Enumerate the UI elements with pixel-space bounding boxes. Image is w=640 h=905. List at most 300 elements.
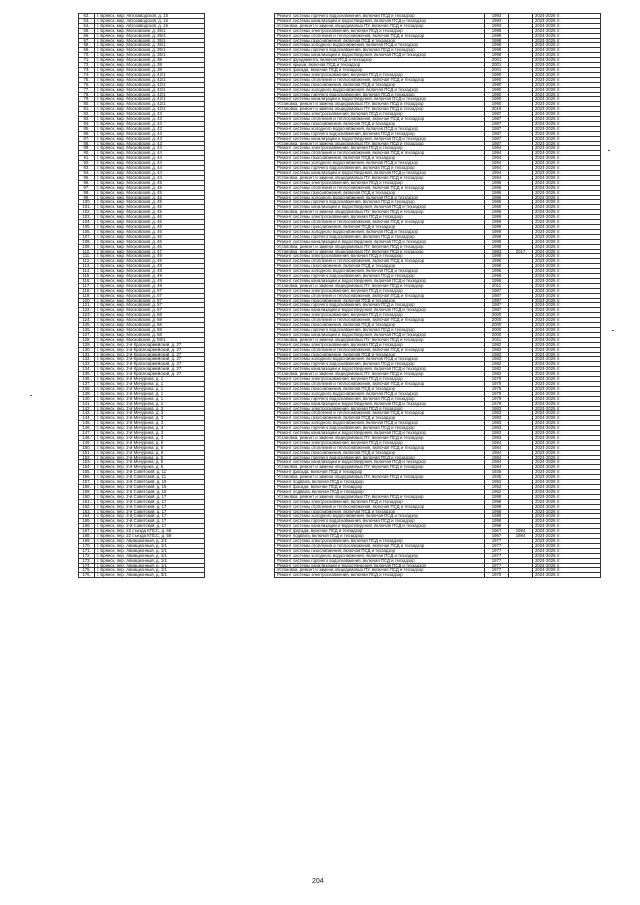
address-cell: г. Брянск, пер. 2-й Красноармейский, д. 27 — [95, 357, 205, 362]
work-type-cell: Ремонт системы отопления и теплоснабжения, включая ПСД и техзадзор — [275, 504, 485, 509]
row-number: 98. — [79, 190, 95, 195]
address-cell: г. Брянск, пер. 2-й Мичурина, д. 3 — [95, 435, 205, 440]
address-cell: г. Брянск, пер. 2-й Мичурина, д. 5 — [95, 465, 205, 470]
work-type-cell: Ремонт системы газоснабжения, включая ПСД и техзадзор — [275, 121, 485, 126]
year-built-cell: 1987 — [485, 121, 509, 126]
address-cell: г. Брянск, мкр. Московский, д. 46 — [95, 244, 205, 249]
address-cell: г. Брянск, пер. 2-й Красноармейский, д. 27 — [95, 367, 205, 372]
address-cell: г. Брянск, мкр. Московский, д. 58 — [95, 328, 205, 333]
work-type-cell: Ремонт системы электроснабжения, включая ПСД и техзадзор — [275, 146, 485, 151]
row-number: 135. — [79, 372, 95, 377]
work-type-cell: Ремонт системы горячего водоснабжения, включая ПСД и техзадзор — [275, 14, 485, 19]
address-cell: г. Брянск, мкр. Московский, д. 57 — [95, 298, 205, 303]
planned-period-cell: 2024-2026 гг. — [533, 553, 601, 558]
planned-period-cell: 2024-2026 гг. — [533, 107, 601, 112]
row-number: 100. — [79, 200, 95, 205]
planned-period-cell: 2024-2026 гг. — [533, 283, 601, 288]
work-type-cell: Ремонт системы горячего водоснабжения, включая ПСД и техзадзор — [275, 303, 485, 308]
work-type-cell: Ремонт фасада, включая ПСД и техзадзор — [275, 529, 485, 534]
work-type-cell: Ремонт системы канализации и водоотведения, включая ПСД и техзадзор — [275, 136, 485, 141]
work-type-cell: Ремонт системы отопления и теплоснабжения, включая ПСД и техзадзор — [275, 411, 485, 416]
row-number: 76. — [79, 82, 95, 87]
address-cell: г. Брянск, пер. 2-й Советский, д. 11 — [95, 470, 205, 475]
year-built-cell: 1976 — [485, 573, 509, 578]
year-built-cell: 1993 — [485, 14, 509, 19]
year-built-cell: 1998 — [485, 33, 509, 38]
address-cell: г. Брянск, мкр. Московский, д. 42/1 — [95, 107, 205, 112]
row-number: 137. — [79, 381, 95, 386]
row-number: 133. — [79, 362, 95, 367]
row-number: 170. — [79, 543, 95, 548]
work-type-cell: Ремонт системы электроснабжения, включая ПСД и техзадзор — [275, 288, 485, 293]
work-type-cell: Ремонт системы канализации и водоотведения, включая ПСД и техзадзор — [275, 53, 485, 58]
address-cell: г. Брянск, мкр. Автозаводской, д. 15 — [95, 14, 205, 19]
address-cell: г. Брянск, пер. 2-й Мичурина, д. 3 — [95, 411, 205, 416]
address-cell: г. Брянск, мкр. Московский, д. 42/1 — [95, 97, 205, 102]
work-type-cell: Ремонт системы холодного водоснабжения, включая ПСД и техзадзор — [275, 43, 485, 48]
year-built-cell: 1977 — [485, 563, 509, 568]
planned-period-cell: 2024-2026 гг. — [533, 200, 601, 205]
address-cell: г. Брянск, пер. Авиационный, д. 1/1 — [95, 538, 205, 543]
planned-period-cell: 2024-2026 гг. — [533, 180, 601, 185]
address-cell: г. Брянск, мкр. Московский, д. 44 — [95, 161, 205, 166]
planned-period-cell: 2024-2026 гг. — [533, 28, 601, 33]
row-number: 78. — [79, 92, 95, 97]
row-number: 156. — [79, 475, 95, 480]
address-cell: г. Брянск, пер. 2-й Мичурина, д. 1 — [95, 377, 205, 382]
row-number: 112. — [79, 259, 95, 264]
address-cell: г. Брянск, мкр. Московский, д. 46 — [95, 239, 205, 244]
row-number: 123. — [79, 313, 95, 318]
year-built-cell: 1987 — [485, 131, 509, 136]
row-number: 174. — [79, 563, 95, 568]
work-type-cell: Ремонт системы горячего водоснабжения, включая ПСД и техзадзор — [275, 396, 485, 401]
work-type-cell: Установка, ремонт и замена общедомовых ПУ, включая ПСД и техзадзор — [275, 244, 485, 249]
row-number: 105. — [79, 224, 95, 229]
address-cell: г. Брянск, мкр. Московский, д. 45 — [95, 185, 205, 190]
row-number: 75. — [79, 77, 95, 82]
row-number: 77. — [79, 87, 95, 92]
work-type-cell: Установка, ремонт и замена общедомовых ПУ, включая ПСД и техзадзор — [275, 568, 485, 573]
planned-period-cell: 2024-2026 гг. — [533, 529, 601, 534]
address-cell: г. Брянск, пер. 2-й Мичурина, д. 1 — [95, 396, 205, 401]
work-type-cell: Ремонт системы холодного водоснабжения, включая ПСД и техзадзор — [275, 421, 485, 426]
year-built-cell: 1996 — [485, 264, 509, 269]
address-cell: г. Брянск, мкр. Московский, д. 49 — [95, 254, 205, 259]
row-number: 71. — [79, 58, 95, 63]
year-built-cell: 1998 — [485, 519, 509, 524]
planned-period-cell: 2024-2026 гг. — [533, 58, 601, 63]
planned-period-cell: 2024-2026 гг. — [533, 538, 601, 543]
work-type-cell: Ремонт системы канализации и водоотведения, включая ПСД и техзадзор — [275, 205, 485, 210]
work-type-cell: Ремонт системы отопления и теплоснабжения, включая ПСД и техзадзор — [275, 543, 485, 548]
planned-period-cell: 2024-2026 гг. — [533, 53, 601, 58]
year-built-cell: 1987 — [485, 126, 509, 131]
row-number: 99. — [79, 195, 95, 200]
row-number: 154. — [79, 465, 95, 470]
row-number: 90. — [79, 151, 95, 156]
address-cell: г. Брянск, мкр. Московский, д. 35/1 — [95, 43, 205, 48]
row-number: 124. — [79, 318, 95, 323]
table-row — [79, 529, 601, 534]
row-number: 152. — [79, 455, 95, 460]
work-type-cell: Ремонт системы горячего водоснабжения, включая ПСД и техзадзор — [275, 274, 485, 279]
row-number: 138. — [79, 386, 95, 391]
row-number: 128. — [79, 337, 95, 342]
address-cell: г. Брянск, мкр. Московский, д. 44 — [95, 146, 205, 151]
address-cell: г. Брянск, пер. 2-й Мичурина, д. 3 — [95, 416, 205, 421]
year-built-cell: 1987 — [485, 303, 509, 308]
year-renovated-cell — [509, 573, 533, 578]
planned-period-cell: 2024-2026 гг. — [533, 131, 601, 136]
work-type-cell: Ремонт фасада, включая ПСД и техзадзор — [275, 470, 485, 475]
year-built-cell: 1990 — [485, 72, 509, 77]
address-cell: г. Брянск, мкр. Московский, д. 43 — [95, 141, 205, 146]
work-type-cell: Ремонт системы отопления и теплоснабжения, включая ПСД и техзадзор — [275, 77, 485, 82]
address-cell: г. Брянск, пер. Авиационный, д. 1/1 — [95, 543, 205, 548]
planned-period-cell: 2024-2026 гг. — [533, 548, 601, 553]
planned-period-cell: 2024-2026 гг. — [533, 401, 601, 406]
work-type-cell: Ремонт системы канализации и водоотведения, включая ПСД и техзадзор — [275, 308, 485, 313]
address-cell: г. Брянск, мкр. Московский, д. 46 — [95, 215, 205, 220]
year-built-cell: 1999 — [485, 234, 509, 239]
address-cell: г. Брянск, мкр. Московский, д. 42/1 — [95, 87, 205, 92]
row-number: 147. — [79, 431, 95, 436]
year-built-cell: 1986 — [485, 210, 509, 215]
work-type-cell: Ремонт системы канализации и водоотведения, включая ПСД и техзадзор — [275, 171, 485, 176]
planned-period-cell: 2024-2026 гг. — [533, 171, 601, 176]
year-built-cell: 1990 — [485, 82, 509, 87]
planned-period-cell: 2024-2026 гг. — [533, 357, 601, 362]
year-built-cell: 1987 — [485, 117, 509, 122]
year-built-cell: 1986 — [485, 180, 509, 185]
year-built-cell: 1986 — [485, 205, 509, 210]
work-type-cell: Ремонт системы канализации и водоотведения, включая ПСД и техзадзор — [275, 563, 485, 568]
year-built-cell: 1977 — [485, 553, 509, 558]
year-built-cell: 1998 — [485, 53, 509, 58]
planned-period-cell: 2024-2026 гг. — [533, 136, 601, 141]
address-cell: г. Брянск, пер. 2-й Советский, д. 17 — [95, 509, 205, 514]
planned-period-cell: 2024-2026 гг. — [533, 254, 601, 259]
planned-period-cell: 2024-2026 гг. — [533, 38, 601, 43]
address-cell: г. Брянск, пер. 2-й Мичурина, д. 5 — [95, 455, 205, 460]
row-number: 140. — [79, 396, 95, 401]
planned-period-cell: 2024-2026 гг. — [533, 195, 601, 200]
row-number: 142. — [79, 406, 95, 411]
row-number: 150. — [79, 445, 95, 450]
planned-period-cell: 2024-2026 гг. — [533, 391, 601, 396]
planned-period-cell: 2024-2026 гг. — [533, 534, 601, 539]
work-type-cell: Ремонт системы канализации и водоотведения, включая ПСД и техзадзор — [275, 97, 485, 102]
year-built-cell: 1979 — [485, 401, 509, 406]
row-number: 175. — [79, 568, 95, 573]
address-cell: г. Брянск, мкр. Московский, д. 38 — [95, 58, 205, 63]
address-cell: г. Брянск, пер. 2-й Красноармейский, д. 27 — [95, 342, 205, 347]
scan-speck — [608, 150, 610, 151]
work-type-cell: Ремонт системы электроснабжения, включая ПСД и техзадзор — [275, 180, 485, 185]
work-type-cell: Ремонт системы газоснабжения, включая ПСД и техзадзор — [275, 450, 485, 455]
row-number: 163. — [79, 509, 95, 514]
row-number: 101. — [79, 205, 95, 210]
planned-period-cell: 2024-2026 гг. — [533, 117, 601, 122]
work-type-cell: Ремонт системы отопления и теплоснабжения, включая ПСД и техзадзор — [275, 220, 485, 225]
year-built-cell: 1983 — [485, 411, 509, 416]
work-type-cell: Ремонт системы электроснабжения, включая ПСД и техзадзор — [275, 377, 485, 382]
planned-period-cell: 2024-2026 гг. — [533, 77, 601, 82]
address-cell: г. Брянск, пер. Авиационный, д. 1/1 — [95, 553, 205, 558]
address-cell: г. Брянск, мкр. Московский, д. 42/1 — [95, 77, 205, 82]
year-built-cell: 1977 — [485, 558, 509, 563]
address-cell: г. Брянск, пер. 2-й Советский, д. 11 — [95, 475, 205, 480]
work-type-cell: Ремонт системы горячего водоснабжения, включая ПСД и техзадзор — [275, 234, 485, 239]
year-built-cell: 2001 — [485, 58, 509, 63]
work-type-cell: Ремонт системы электроснабжения, включая ПСД и техзадзор — [275, 215, 485, 220]
row-number: 131. — [79, 352, 95, 357]
row-number: 118. — [79, 288, 95, 293]
planned-period-cell: 2024-2026 гг. — [533, 377, 601, 382]
planned-period-cell: 2024-2026 гг. — [533, 332, 601, 337]
year-built-cell: 1952 — [485, 489, 509, 494]
year-built-cell: 1994 — [485, 175, 509, 180]
address-cell: г. Брянск, пер. 2-й Мичурина, д. 5 — [95, 445, 205, 450]
address-cell: г. Брянск, пер. 2-й Красноармейский, д. 27 — [95, 347, 205, 352]
row-number: 167. — [79, 529, 95, 534]
planned-period-cell: 2024-2026 гг. — [533, 558, 601, 563]
work-type-cell: Ремонт системы горячего водоснабжения, включая ПСД и техзадзор — [275, 519, 485, 524]
planned-period-cell: 2024-2026 гг. — [533, 352, 601, 357]
work-type-cell: Установка, ремонт и замена общедомовых ПУ, включая ПСД и техзадзор — [275, 210, 485, 215]
row-number: 83. — [79, 117, 95, 122]
year-built-cell: 1987 — [485, 298, 509, 303]
year-built-cell: 1982 — [485, 367, 509, 372]
work-type-cell: Ремонт подвала, включая ПСД и техзадзор — [275, 489, 485, 494]
year-built-cell: 1999 — [485, 220, 509, 225]
year-built-cell: 2001 — [485, 67, 509, 72]
address-cell: г. Брянск, мкр. Московский, д. 45 — [95, 190, 205, 195]
planned-period-cell: 2024-2026 гг. — [533, 87, 601, 92]
work-type-cell: Ремонт системы канализации и водоотведения, включая ПСД и техзадзор — [275, 278, 485, 283]
planned-period-cell: 2024-2026 гг. — [533, 416, 601, 421]
planned-period-cell: 2024-2026 гг. — [533, 406, 601, 411]
row-number: 120. — [79, 298, 95, 303]
table-row — [79, 573, 601, 578]
work-type-cell: Установка, ремонт и замена общедомовых ПУ, включая ПСД и техзадзор — [275, 465, 485, 470]
row-number: 110. — [79, 249, 95, 254]
row-number: 113. — [79, 264, 95, 269]
planned-period-cell: 2024-2026 гг. — [533, 347, 601, 352]
planned-period-cell: 2024-2026 гг. — [533, 440, 601, 445]
row-number: 65. — [79, 28, 95, 33]
work-type-cell: Ремонт системы газоснабжения, включая ПСД и техзадзор — [275, 156, 485, 161]
work-type-cell: Ремонт системы горячего водоснабжения, включая ПСД и техзадзор — [275, 92, 485, 97]
address-cell: г. Брянск, мкр. Московский, д. 49 — [95, 259, 205, 264]
address-cell: г. Брянск, пер. 2-й Красноармейский, д. 27 — [95, 352, 205, 357]
address-cell: г. Брянск, мкр. Московский, д. 58 — [95, 318, 205, 323]
row-number: 84. — [79, 121, 95, 126]
row-number: 166. — [79, 524, 95, 529]
row-number: 82. — [79, 112, 95, 117]
row-number: 145. — [79, 421, 95, 426]
work-type-cell: Ремонт системы холодного водоснабжения, включая ПСД и техзадзор — [275, 391, 485, 396]
planned-period-cell: 2024-2026 гг. — [533, 244, 601, 249]
year-renovated-cell: 1984 — [509, 529, 533, 534]
row-number: 89. — [79, 146, 95, 151]
work-type-cell: Ремонт системы отопления и теплоснабжения, включая ПСД и техзадзор — [275, 259, 485, 264]
work-type-cell: Установка, ремонт и замена общедомовых ПУ, включая ПСД и техзадзор — [275, 435, 485, 440]
work-type-cell: Ремонт системы газоснабжения, включая ПСД и техзадзор — [275, 352, 485, 357]
year-built-cell: 1999 — [485, 244, 509, 249]
year-built-cell: 1996 — [485, 254, 509, 259]
year-built-cell: 1984 — [485, 460, 509, 465]
work-type-cell: Ремонт системы отопления и теплоснабжения, включая ПСД и техзадзор — [275, 293, 485, 298]
work-type-cell: Ремонт системы канализации и водоотведения, включая ПСД и техзадзор — [275, 401, 485, 406]
address-cell: г. Брянск, мкр. Московский, д. 35/1 — [95, 38, 205, 43]
row-number: 92. — [79, 161, 95, 166]
planned-period-cell: 2024-2026 гг. — [533, 445, 601, 450]
address-cell: г. Брянск, пер. 2-й Советский, д. 17 — [95, 504, 205, 509]
year-built-cell: 2001 — [485, 63, 509, 68]
row-number: 96. — [79, 180, 95, 185]
address-cell: г. Брянск, мкр. Московский, д. 43 — [95, 131, 205, 136]
planned-period-cell: 2024-2026 гг. — [533, 269, 601, 274]
year-built-cell: 1982 — [485, 352, 509, 357]
address-cell: г. Брянск, мкр. Московский, д. 57 — [95, 293, 205, 298]
row-number: 144. — [79, 416, 95, 421]
year-built-cell: 1983 — [485, 416, 509, 421]
work-type-cell: Ремонт системы электроснабжения, включая ПСД и техзадзор — [275, 440, 485, 445]
planned-period-cell: 2024-2026 гг. — [533, 249, 601, 254]
row-number: 134. — [79, 367, 95, 372]
row-number: 102. — [79, 210, 95, 215]
row-number: 173. — [79, 558, 95, 563]
work-type-cell: Ремонт системы газоснабжения, включая ПСД и техзадзор — [275, 224, 485, 229]
year-built-cell: 1998 — [485, 28, 509, 33]
address-cell: г. Брянск, пер. 2-й Мичурина, д. 1 — [95, 381, 205, 386]
year-built-cell: 1990 — [485, 97, 509, 102]
work-type-cell: Ремонт системы электроснабжения, включая ПСД и техзадзор — [275, 28, 485, 33]
planned-period-cell: 2024-2026 гг. — [533, 568, 601, 573]
year-built-cell: 1999 — [485, 224, 509, 229]
address-cell: г. Брянск, мкр. Московский, д. 38 — [95, 63, 205, 68]
year-built-cell: 1982 — [485, 347, 509, 352]
planned-period-cell: 2024-2026 гг. — [533, 126, 601, 131]
planned-period-cell: 2024-2026 гг. — [533, 161, 601, 166]
year-built-cell: 1983 — [485, 406, 509, 411]
row-number: 164. — [79, 514, 95, 519]
planned-period-cell: 2024-2026 гг. — [533, 23, 601, 28]
planned-period-cell: 2024-2026 гг. — [533, 82, 601, 87]
table-row — [79, 249, 601, 254]
address-cell: г. Брянск, мкр. Московский, д. 47 — [95, 249, 205, 254]
work-type-cell: Ремонт системы холодного водоснабжения, включая ПСД и техзадзор — [275, 269, 485, 274]
work-type-cell: Ремонт системы газоснабжения, включая ПСД и техзадзор — [275, 386, 485, 391]
year-built-cell: 2011 — [485, 337, 509, 342]
year-built-cell: 1986 — [485, 200, 509, 205]
address-cell: г. Брянск, мкр. Московский, д. 46 — [95, 220, 205, 225]
year-built-cell: 1967 — [485, 534, 509, 539]
year-built-cell: 2000 — [485, 323, 509, 328]
year-built-cell: 1993 — [485, 18, 509, 23]
planned-period-cell: 2024-2026 гг. — [533, 92, 601, 97]
row-number: 81. — [79, 107, 95, 112]
work-type-cell: Установка, ремонт и замена общедомовых ПУ, включая ПСД и техзадзор — [275, 337, 485, 342]
work-type-cell: Ремонт фундамента, включая ПСД и техзадзор — [275, 58, 485, 63]
year-built-cell: 1998 — [485, 494, 509, 499]
address-cell: г. Брянск, мкр. Московский, д. 42/1 — [95, 72, 205, 77]
planned-period-cell: 2024-2026 гг. — [533, 121, 601, 126]
address-cell: г. Брянск, пер. 2-й Советский, д. 17 — [95, 494, 205, 499]
row-number: 176. — [79, 573, 95, 578]
year-built-cell: 1994 — [485, 166, 509, 171]
work-type-cell: Установка, ремонт и замена общедомовых ПУ, включая ПСД и техзадзор — [275, 102, 485, 107]
year-built-cell: 2000 — [485, 328, 509, 333]
row-number: 157. — [79, 480, 95, 485]
work-type-cell: Ремонт системы холодного водоснабжения, включая ПСД и техзадзор — [275, 195, 485, 200]
address-cell: г. Брянск, мкр. Московский, д. 58 — [95, 332, 205, 337]
row-number: 72. — [79, 63, 95, 68]
planned-period-cell: 2024-2026 гг. — [533, 229, 601, 234]
row-number: 114. — [79, 269, 95, 274]
work-type-cell: Ремонт крыши, включая ПСД и техзадзор — [275, 63, 485, 68]
year-built-cell: 1998 — [485, 504, 509, 509]
planned-period-cell: 2024-2026 гг. — [533, 146, 601, 151]
work-type-cell: Ремонт системы канализации и водоотведения, включая ПСД и техзадзор — [275, 332, 485, 337]
year-built-cell: 2000 — [485, 313, 509, 318]
planned-period-cell: 2024-2026 гг. — [533, 543, 601, 548]
row-number: 62. — [79, 14, 95, 19]
planned-period-cell: 2024-2026 гг. — [533, 480, 601, 485]
work-type-cell: Ремонт системы канализации и водоотведения, включая ПСД и техзадзор — [275, 18, 485, 23]
address-cell: г. Брянск, мкр. Московский, д. 44 — [95, 166, 205, 171]
row-number: 119. — [79, 293, 95, 298]
planned-period-cell: 2024-2026 гг. — [533, 509, 601, 514]
year-built-cell: 1990 — [485, 92, 509, 97]
work-type-cell: Ремонт системы холодного водоснабжения, включая ПСД и техзадзор — [275, 357, 485, 362]
year-built-cell: 1990 — [485, 87, 509, 92]
year-built-cell: 1998 — [485, 38, 509, 43]
planned-period-cell: 2024-2026 гг. — [533, 259, 601, 264]
row-number: 158. — [79, 485, 95, 490]
address-cell: г. Брянск, мкр. Московский, д. 44 — [95, 156, 205, 161]
row-number: 94. — [79, 171, 95, 176]
planned-period-cell: 2024-2026 гг. — [533, 190, 601, 195]
address-cell: г. Брянск, пер. 2-й Советский, д. 15 — [95, 485, 205, 490]
address-cell: г. Брянск, пер. Авиационный, д. 1/1 — [95, 558, 205, 563]
address-cell: г. Брянск, пер. 22 съезда КПСС, д. 58 — [95, 534, 205, 539]
year-built-cell: 1999 — [485, 215, 509, 220]
address-cell: г. Брянск, мкр. Московский, д. 45 — [95, 180, 205, 185]
address-cell: г. Брянск, мкр. Московский, д. 42/1 — [95, 82, 205, 87]
work-type-cell: Установка, ремонт и замена общедомовых ПУ, включая ПСД и техзадзор — [275, 249, 485, 254]
planned-period-cell: 2024-2026 гг. — [533, 563, 601, 568]
work-type-cell: Ремонт системы горячего водоснабжения, включая ПСД и техзадзор — [275, 558, 485, 563]
work-type-cell: Установка, ремонт и замена общедомовых ПУ, включая ПСД и техзадзор — [275, 494, 485, 499]
planned-period-cell: 2024-2026 гг. — [533, 372, 601, 377]
address-cell: г. Брянск, мкр. Московский, д. 57 — [95, 288, 205, 293]
work-type-cell: Ремонт системы холодного водоснабжения, включая ПСД и техзадзор — [275, 514, 485, 519]
address-cell: г. Брянск, мкр. Московский, д. 44 — [95, 171, 205, 176]
row-number: 79. — [79, 97, 95, 102]
address-cell: г. Брянск, пер. 2-й Советский, д. 17 — [95, 514, 205, 519]
blank-cell — [205, 573, 275, 578]
row-number: 160. — [79, 494, 95, 499]
year-built-cell: 1982 — [485, 362, 509, 367]
row-number: 104. — [79, 220, 95, 225]
year-built-cell: 1983 — [485, 249, 509, 254]
address-cell: г. Брянск, мкр. Московский, д. 45 — [95, 210, 205, 215]
work-type-cell: Установка, ремонт и замена общедомовых ПУ, включая ПСД и техзадзор — [275, 372, 485, 377]
address-cell: г. Брянск, мкр. Московский, д. 43 — [95, 121, 205, 126]
